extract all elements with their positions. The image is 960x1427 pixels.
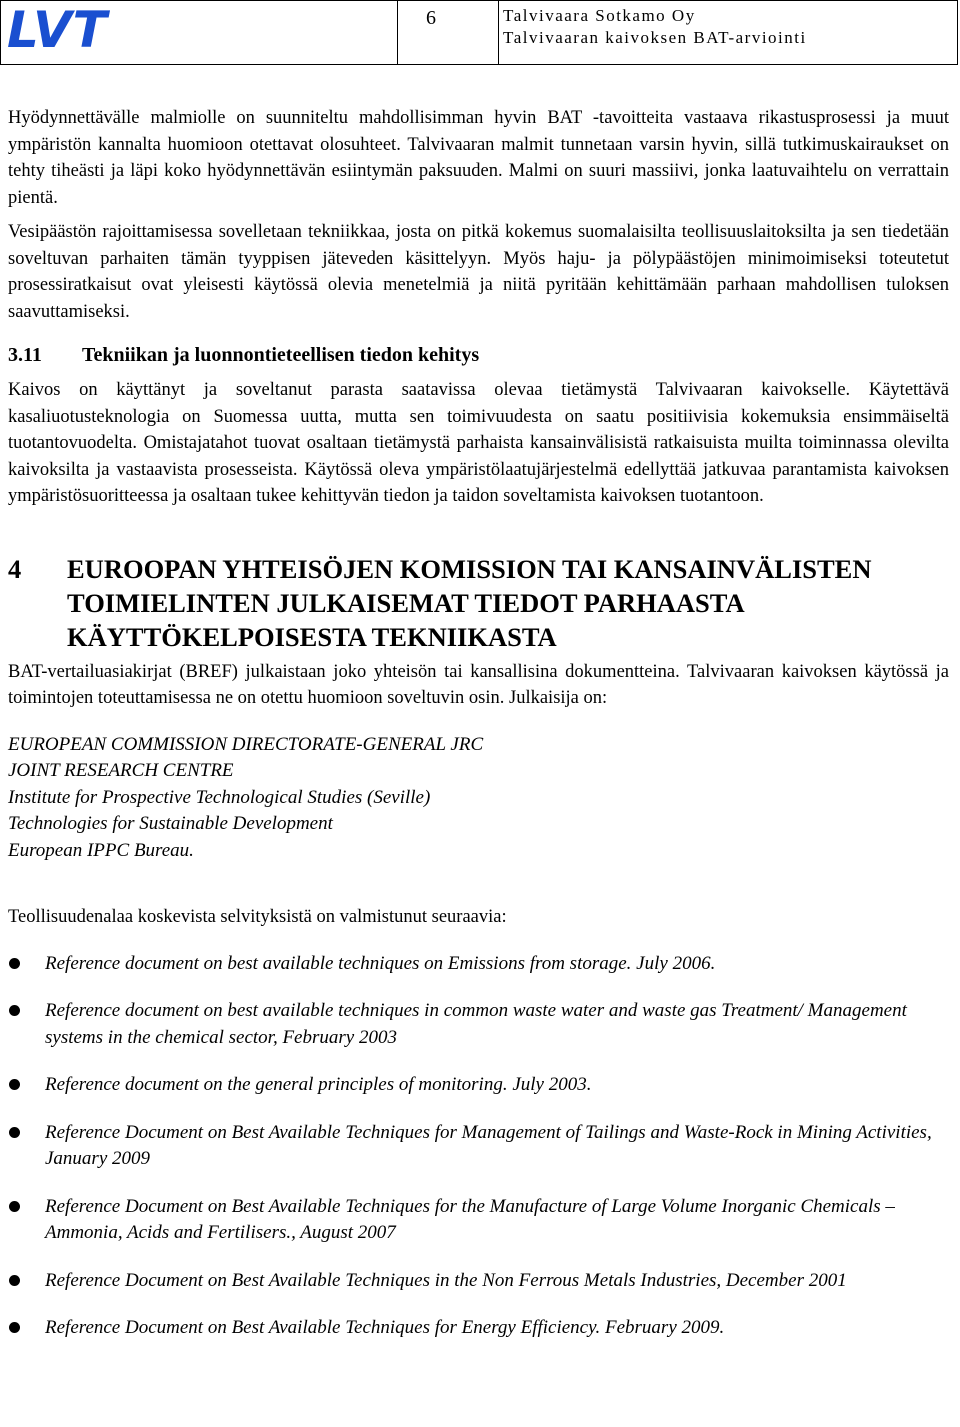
list-item [8,1194,949,1247]
company-logo: LVT [7,1,108,59]
section-title: EUROOPAN YHTEISÖJEN KOMISSION TAI KANSAINVÄLISTEN TOIMIELINTEN JULKAISEMAT TIEDOT PARHAASTA KÄYTTÖKELPOISESTA TEKNIIKASTA [67,553,872,652]
company-name: Talvivaara Sotkamo Oy [503,6,696,25]
list-item-text: Reference document on the general principles of monitoring. July 2003. [45,1074,592,1095]
report-title: Talvivaaran kaivoksen BAT-arviointi [503,28,807,47]
logo-cell [1,1,171,64]
publisher-block [8,732,949,865]
section-title: Tekniikan ja luonnontieteellisen tiedon kehitys [82,344,480,366]
section-number: 4 [8,553,22,584]
page-number: 6 [426,7,436,29]
list-item [8,998,949,1051]
section-number: 3.11 [8,344,42,366]
bullet-icon [9,1005,20,1016]
bullet-icon [9,1127,20,1138]
list-item-text: Reference Document on Best Available Techniques for Energy Efficiency. February 2009. [45,1317,725,1338]
publisher-line: EUROPEAN COMMISSION DIRECTORATE-GENERAL JRC [8,733,484,755]
publisher-line: Technologies for Sustainable Development [8,813,333,834]
publisher-line: European IPPC Bureau. [8,839,194,861]
publisher-line: Institute for Prospective Technological Studies (Seville) [8,786,431,808]
list-item-text: Reference Document on Best Available Techniques for Management of Tailings and Waste-Rock in Mining Activities, January 2009 [45,1121,932,1169]
document-title [503,5,953,49]
bullet-icon [9,1275,20,1286]
page-header [0,0,958,65]
page-number-cell [397,1,499,64]
list-item-text: Reference Document on Best Available Techniques in the Non Ferrous Metals Industries, December 2001 [45,1269,847,1291]
paragraph-development: Kaivos on käyttänyt ja soveltanut parasta saatavissa olevaa tietämystä Talvivaaran kaivokselle. Käytettävä kasaliuotusteknologia on Suomessa uutta, mutta sen toimivuudesta on saatu positiivisia kokemuksia ensimmäiseltä tuotantovuodelta. Omistajatahot tuovat osaltaan tietämystä parhaista kansainvälisistä ratkaisuista muilta toiminnassa olevilta kaivoksilta ja vastaavista prosesseista. Käytössä oleva ympäristölaatujärjestelmä edellyttää jatkuvaa parantamista kaivoksen ympäristösuoritteessa ja osaltaan tukee kehittyvän tiedon ja taidon soveltamista kaivoksen tuotantoon. [8,380,949,506]
list-item [8,1315,949,1342]
list-item [8,1072,949,1099]
list-item [8,1120,949,1173]
bullet-icon [9,1079,20,1090]
list-item [8,1268,949,1295]
paragraph-ore: Hyödynnettävälle malmiolle on suunniteltu mahdollisimman hyvin BAT -tavoitteita vastaava rikastusprosessi ja muut ympäristön kannalta huomioon otettavat olosuhteet. Talvivaaran malmit tunnetaan varsin hyvin, sillä tutkimuskairaukset on tehty tiheästi ja läpi koko hyödynnettävän esiintymän paksuuden. Malmi on suuri massiivi, jonka laatuvaihtelu on verrattain pientä. [8,108,949,208]
bullet-icon [9,1201,20,1212]
section-heading-3-11 [8,342,949,368]
list-item-text: Reference Document on Best Available Techniques for the Manufacture of Large Volume Inorganic Chemicals – Ammonia, Acids and Fertilisers., August 2007 [45,1195,895,1243]
paragraph-list-intro: Teollisuudenalaa koskevista selvityksistä on valmistunut seuraavia: [8,907,507,927]
bullet-icon [9,958,20,969]
publisher-line: JOINT RESEARCH CENTRE [8,760,234,781]
paragraph-emissions: Vesipäästön rajoittamisessa sovelletaan tekniikkaa, josta on pitkä kokemus suomalaisilta teollisuuslaitoksilta ja sen tiedetään soveltuvan parhaiten tämän tyyppisen jäteveden käsittelyyn. Myös haju- ja pölypäästöjen minimoimiseksi toteutetut prosessiratkaisut ovat yleisesti käytössä olevia menetelmiä ja niitä pyritään kehittämään parhaan mahdollisen tuloksen saavuttamiseksi. [8,222,949,322]
bullet-icon [9,1322,20,1333]
section-heading-4 [8,552,949,654]
list-item [8,951,949,978]
list-item-text: Reference document on best available techniques on Emissions from storage. July 2006. [45,952,716,974]
reference-documents-list [8,951,949,1342]
paragraph-bref-intro: BAT-vertailuasiakirjat (BREF) julkaistaan joko yhteisön tai kansallisina dokumentteina. Talvivaaran kaivoksen käytössä ja toimintojen toteuttamisessa ne on otettu huomioon soveltuvin osin. Julkaisija on: [8,661,949,708]
page-content [8,105,949,1363]
list-item-text: Reference document on best available techniques in common waste water and waste gas Treatment/ Management systems in the chemical sector, February 2003 [45,1000,907,1048]
